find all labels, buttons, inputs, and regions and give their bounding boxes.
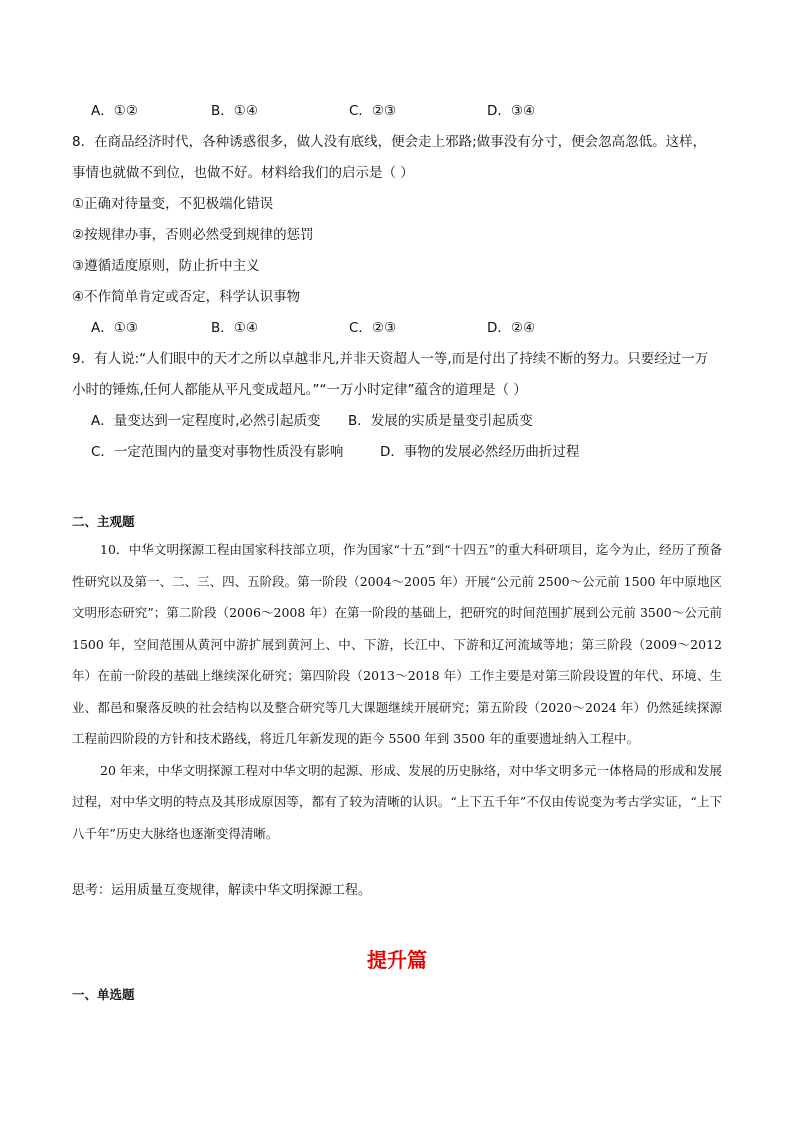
q9-option-a: A．量变达到一定程度时,必然引起质变	[91, 413, 321, 429]
q8-stem-line1: 8．在商品经济时代，各种诱惑很多，做人没有底线，便会走上邪路;做事没有分寸，便会忽高忽低。这样，	[72, 134, 707, 150]
q7-option-c: C．②③	[349, 103, 397, 119]
q10-think-prompt: 思考：运用质量互变规律，解读中华文明探源工程。	[72, 883, 372, 898]
q8-stem-line2: 事情也就做不到位，也做不好。材料给我们的启示是（ ）	[72, 165, 414, 181]
q7-option-a: A．①②	[91, 103, 138, 119]
q10-paragraph-2: 20 年来，中华文明探源工程对中华文明的起源、形成、发展的历史脉络，对中华文明多元一体格局的形成和发展过程，对中华文明的特点及其形成原因等，都有了较为清晰的认识。“上下五千年”不仅由传说变为考古学实证，“上下八千年”历史大脉络也逐渐变得清晰。	[72, 762, 722, 841]
q7-option-d: D．③④	[487, 103, 536, 119]
q9-stem-line1: 9．有人说:“人们眼中的天才之所以卓越非凡,并非天资超人一等,而是付出了持续不断的努力。只要经过一万	[72, 351, 709, 367]
q9-stem-line2: 小时的锤炼,任何人都能从平凡变成超凡。”“一万小时定律”蕴含的道理是（ ）	[72, 382, 527, 398]
q8-option-b: B．①④	[211, 320, 258, 336]
q8-statement-1: ①正确对待量变，不犯极端化错误	[72, 196, 274, 212]
q8-option-a: A．①③	[91, 320, 138, 336]
page-title: 提升篇	[367, 948, 427, 972]
section-heading-subjective: 二、主观题	[72, 514, 135, 529]
q7-option-b: B．①④	[211, 103, 258, 119]
q9-option-c: C．一定范围内的量变对事物性质没有影响	[91, 444, 344, 460]
q8-option-c: C．②③	[349, 320, 397, 336]
q9-option-d: D．事物的发展必然经历曲折过程	[380, 444, 580, 460]
q8-statement-3: ③遵循适度原则，防止折中主义	[72, 258, 260, 274]
q9-option-b: B．发展的实质是量变引起质变	[348, 413, 533, 429]
section-heading-single-choice: 一、单选题	[72, 987, 135, 1002]
q10-paragraph-1: 10．中华文明探源工程由国家科技部立项，作为国家“十五”到“十四五”的重大科研项目，迄今为止，经历了预备性研究以及第一、二、三、四、五阶段。第一阶段（2004～2005 年）开展“公元前 2500～公元前 1500 年中原地区文明形态研究”；第二阶段（2006～2008 年）在第一阶段的基础上，把研究的时间范围扩展到公元前 3500～公元前 1500 年，空间范围从黄河中游扩展到黄河上、中、下游，长江中、下游和辽河流域等地；第三阶段（2009～2012 年）在前一阶段的基础上继续深化研究；第四阶段（2013～2018 年）工作主要是对第三阶段设置的年代、环境、生业、都邑和聚落反映的社会结构以及整合研究等几大课题继续开展研究；第五阶段（2020～2024 年）仍然延续探源工程前四阶段的方针和技术路线，将近几年新发现的距今 5500 年到 3500 年的重要遗址纳入工程中。	[72, 542, 722, 746]
q8-statement-4: ④不作简单肯定或否定，科学认识事物	[72, 289, 301, 305]
q8-option-d: D．②④	[487, 320, 536, 336]
q8-statement-2: ②按规律办事，否则必然受到规律的惩罚	[72, 227, 314, 243]
q10-material	[72, 534, 722, 849]
